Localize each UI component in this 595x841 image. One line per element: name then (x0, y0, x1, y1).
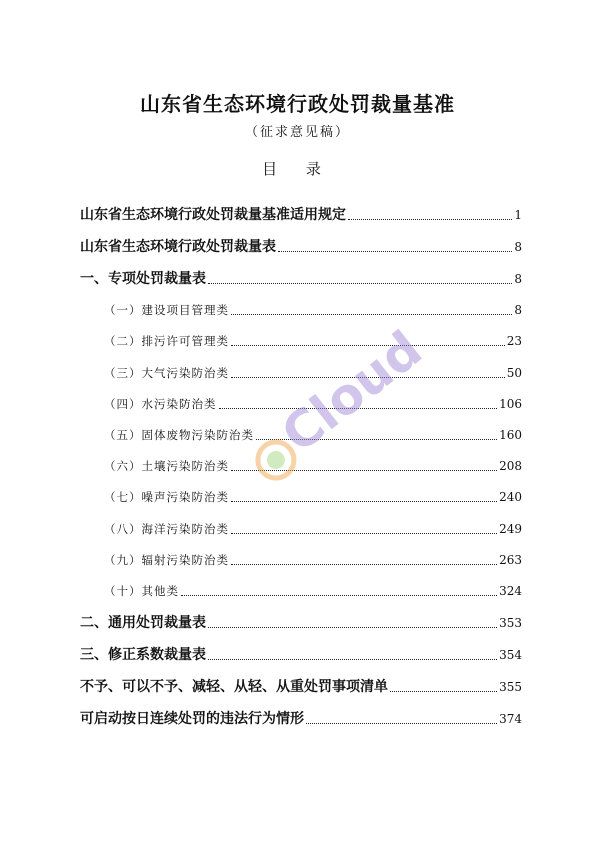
toc-entry-label: 二、通用处罚裁量表 (80, 614, 206, 631)
toc-leader-dots (231, 314, 512, 315)
toc-entry-page: 208 (499, 459, 522, 474)
toc-entry-label: 一、专项处罚裁量表 (80, 271, 206, 287)
toc-leader-dots (231, 345, 505, 346)
toc-subentry[interactable] (80, 351, 522, 382)
toc-entry-page: 8 (514, 240, 522, 254)
toc-entry-page: 355 (499, 679, 522, 694)
toc-entry-label: （二）排污许可管理类 (104, 334, 229, 349)
toc-leader-dots (231, 533, 497, 534)
toc-leader-dots (219, 408, 498, 409)
toc-entry[interactable] (80, 257, 522, 289)
toc-entry-label: （八）海洋污染防治类 (104, 521, 229, 536)
toc-entry-label: （九）辐射污染防治类 (104, 552, 229, 567)
toc-entry-page: 1 (514, 208, 522, 222)
toc-leader-dots (208, 283, 512, 284)
toc-leader-dots (208, 627, 497, 628)
table-of-contents (80, 193, 522, 729)
document-subtitle: （征求意见稿） (244, 125, 350, 140)
toc-leader-dots (390, 691, 497, 692)
toc-entry-page: 160 (499, 427, 522, 442)
toc-entry-page: 23 (506, 334, 522, 349)
toc-leader-dots (208, 659, 497, 660)
toc-entry-label: （三）大气污染防治类 (104, 365, 229, 380)
toc-entry[interactable] (80, 601, 522, 633)
toc-subentry[interactable] (80, 570, 522, 601)
toc-subentry[interactable] (80, 445, 522, 476)
toc-entry-page: 353 (499, 615, 522, 630)
toc-entry-label: （六）土壤污染防治类 (104, 459, 229, 474)
toc-entry-page: 8 (514, 303, 522, 318)
toc-entry-page: 249 (499, 521, 522, 536)
toc-leader-dots (348, 219, 512, 220)
toc-entry[interactable] (80, 697, 522, 729)
toc-entry-label: 山东省生态环境行政处罚裁量基准适用规定 (80, 207, 346, 223)
toc-entry-page: 324 (499, 583, 522, 598)
toc-entry[interactable] (80, 225, 522, 257)
toc-entry-page: 354 (499, 647, 522, 662)
toc-leader-dots (181, 595, 497, 596)
toc-leader-dots (306, 723, 497, 724)
toc-entry-page: 106 (499, 396, 522, 411)
toc-entry-page: 374 (499, 711, 522, 726)
toc-leader-dots (231, 564, 497, 565)
toc-subentry[interactable] (80, 414, 522, 445)
toc-subentry[interactable] (80, 383, 522, 414)
toc-entry-label: 三、修正系数裁量表 (80, 646, 206, 663)
toc-entry-page: 240 (499, 490, 522, 505)
document-title: 山东省生态环境行政处罚裁量基准 (140, 92, 455, 116)
toc-entry-label: （七）噪声污染防治类 (104, 490, 229, 505)
toc-leader-dots (231, 377, 505, 378)
toc-entry-label: （五）固体废物污染防治类 (104, 427, 254, 442)
toc-entry-label: （四）水污染防治类 (104, 396, 217, 411)
toc-subentry[interactable] (80, 289, 522, 320)
toc-entry-label: （一）建设项目管理类 (104, 303, 229, 318)
toc-entry[interactable] (80, 665, 522, 697)
toc-subentry[interactable] (80, 539, 522, 570)
toc-subentry[interactable] (80, 476, 522, 507)
toc-leader-dots (231, 501, 497, 502)
toc-entry-page: 263 (499, 552, 522, 567)
toc-entry[interactable] (80, 633, 522, 665)
toc-leader-dots (231, 470, 497, 471)
toc-entry[interactable] (80, 193, 522, 225)
watermark-text: Cloud (271, 319, 433, 464)
toc-leader-dots (256, 439, 497, 440)
toc-subentry[interactable] (80, 320, 522, 351)
toc-entry-page: 50 (506, 365, 522, 380)
toc-entry-label: 山东省生态环境行政处罚裁量表 (80, 239, 276, 255)
toc-heading: 目 录 (262, 160, 333, 178)
toc-entry-label: 不予、可以不予、减轻、从轻、从重处罚事项清单 (80, 678, 388, 695)
toc-entry-page: 8 (514, 272, 522, 286)
toc-leader-dots (278, 251, 512, 252)
toc-subentry[interactable] (80, 507, 522, 538)
toc-entry-label: （十）其他类 (104, 583, 179, 598)
toc-entry-label: 可启动按日连续处罚的违法行为情形 (80, 710, 304, 727)
